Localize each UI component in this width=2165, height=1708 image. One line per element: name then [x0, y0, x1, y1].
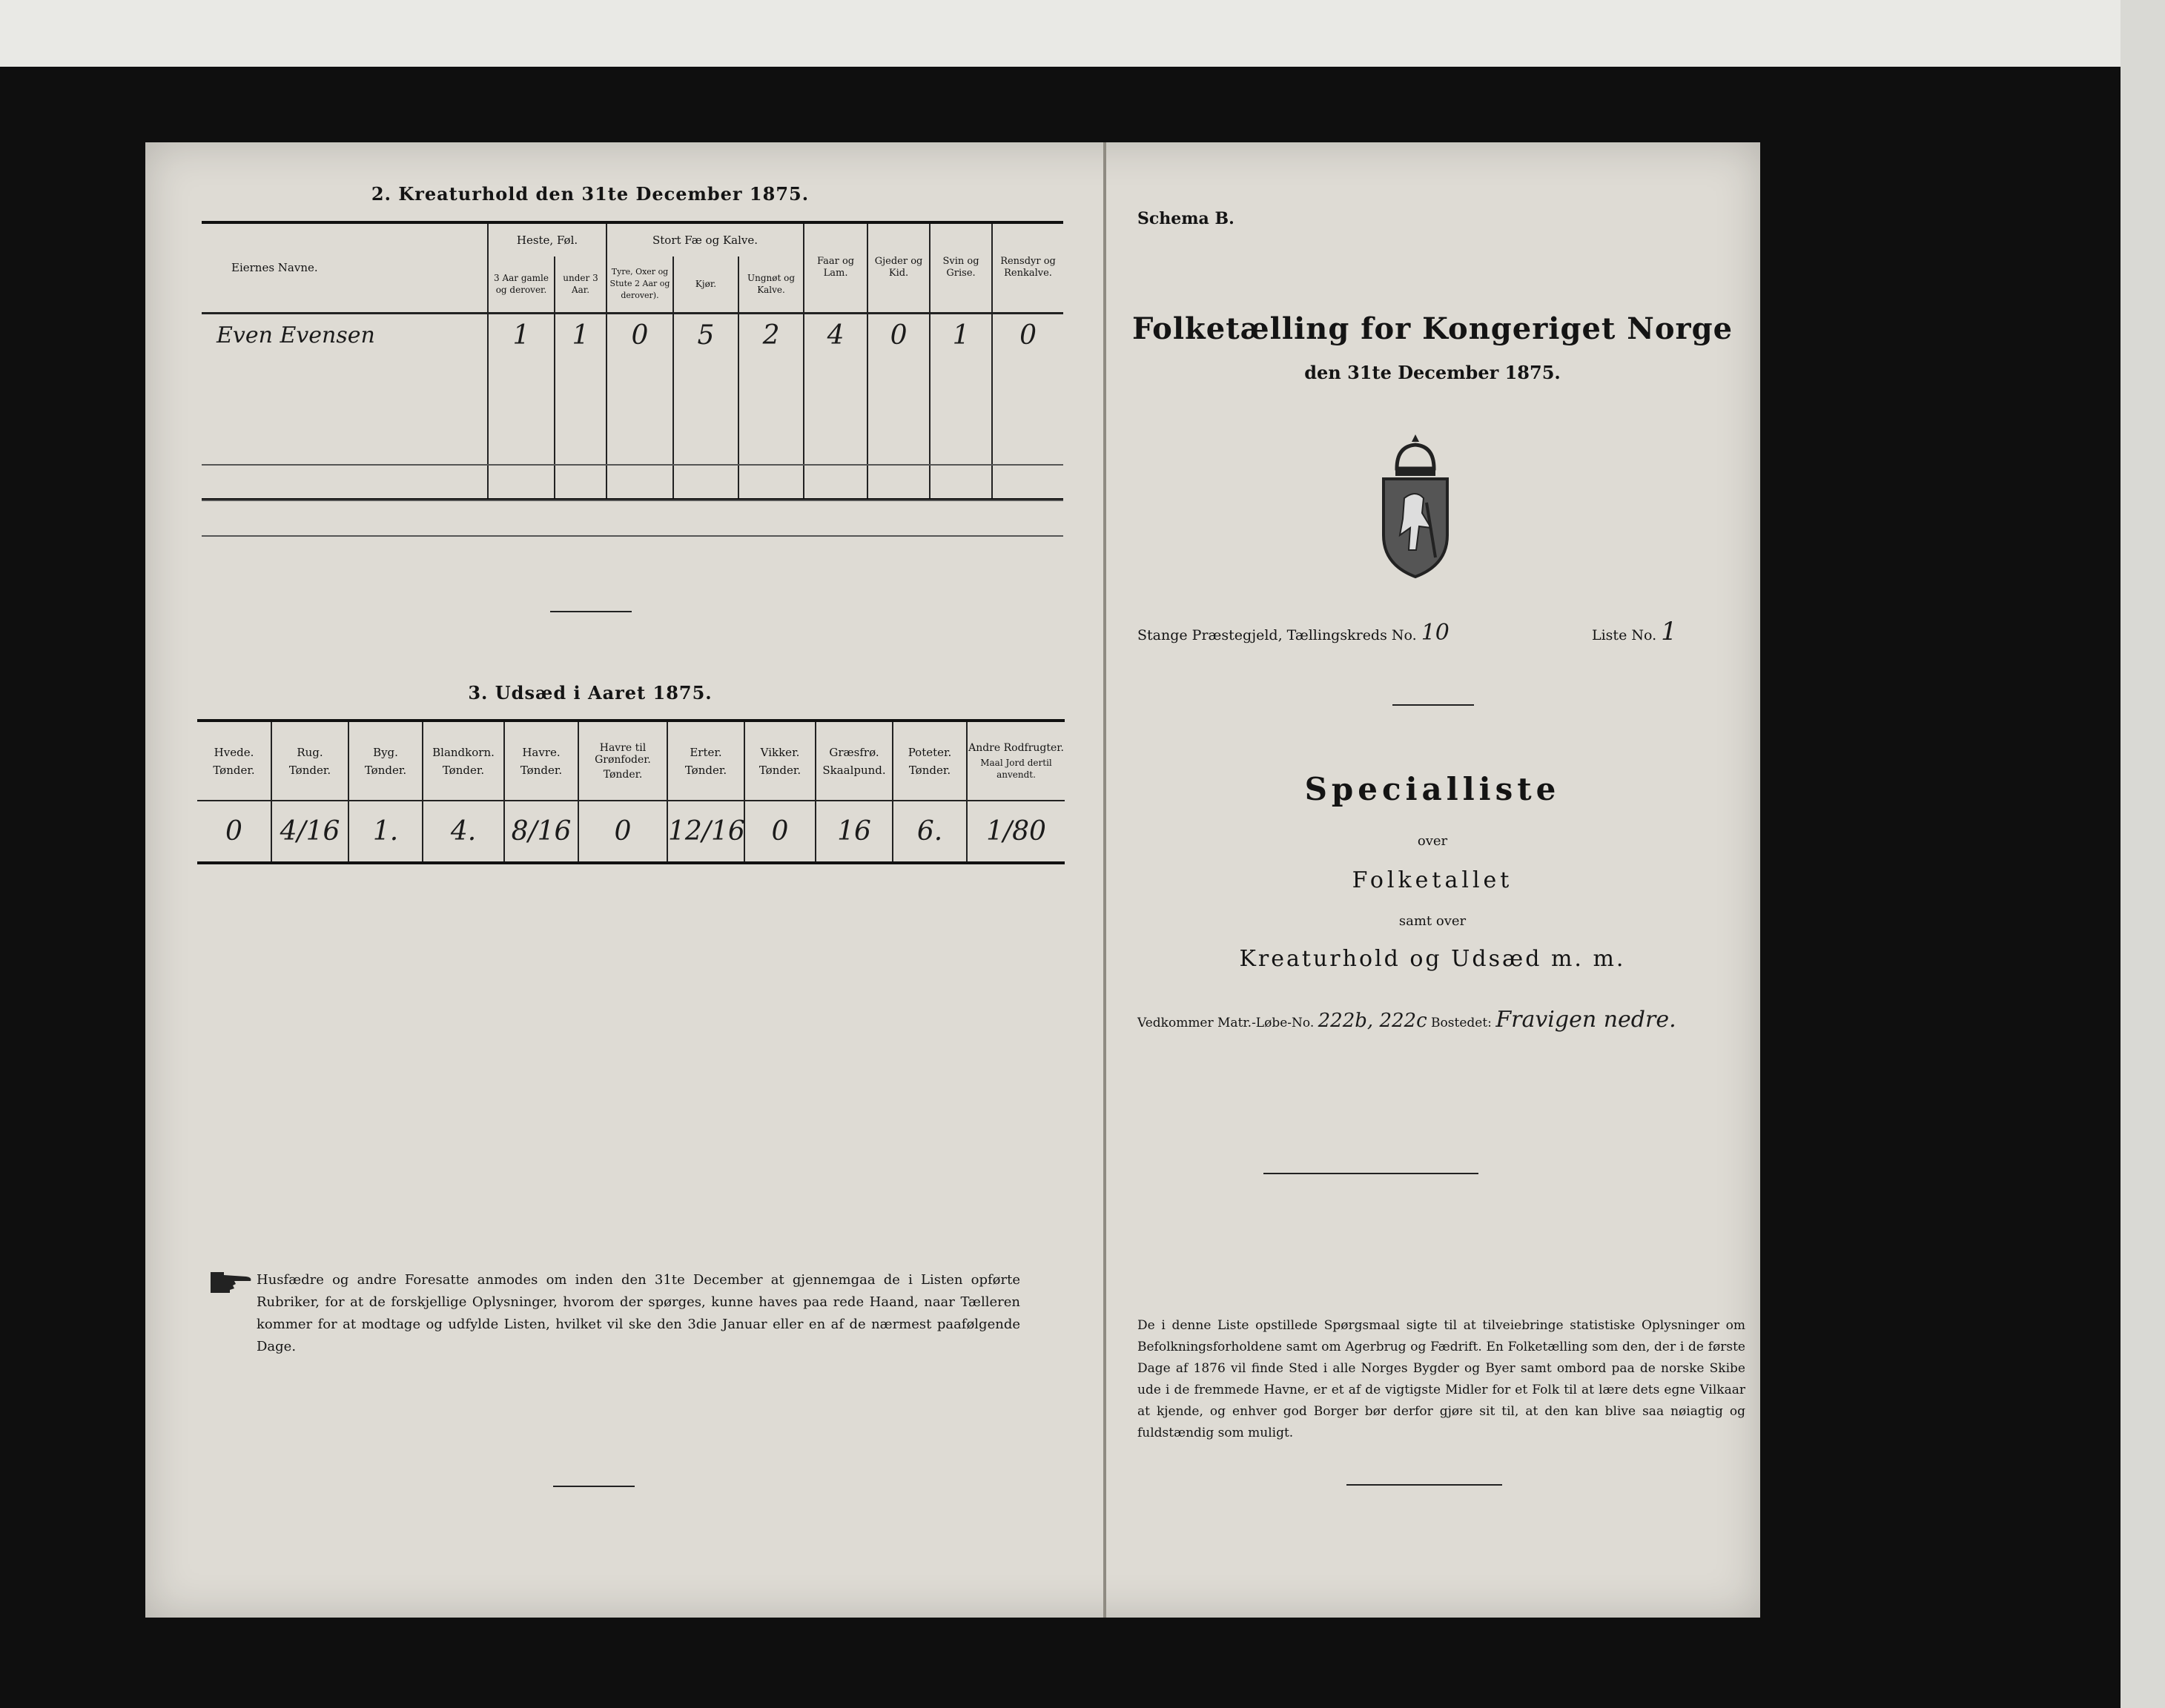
seed-header-rodfrugter: Andre Rodfrugter. Maal Jord dertil anvendt. — [967, 721, 1065, 801]
divider — [1392, 704, 1474, 706]
notice-text: Husfædre og andre Foresatte anmodes om inden den 31te December at gjennemgaa de i Listen opførte Rubriker, for at de forskjellige Oplysninger, hvorom der spørges, kunne haves paa rede Haand, naar Tælleren kommer for at modtage og udfylde Listen, hvilket vil ske den 3die Januar eller en af de nærmest paafølgende Dage. — [257, 1272, 1020, 1354]
stort-header: Stort Fæ og Kalve. — [606, 222, 804, 256]
matr-line — [1137, 1007, 1745, 1033]
seed-header-vikker: Vikker. Tønder. — [744, 721, 816, 801]
heste-young-header: under 3 Aar. — [555, 256, 606, 313]
kreaturhold-text: Kreaturhold og Udsæd m. m. — [1239, 946, 1626, 972]
gjeder-header: Gjeder og Kid. — [867, 222, 930, 313]
owner-header: Eiernes Navne. — [202, 222, 488, 313]
prestegjeld: Stange — [1137, 627, 1188, 643]
row-line — [202, 535, 1063, 537]
owner-name: Even Evensen — [202, 313, 488, 357]
tyre-header: Tyre, Oxer og Stute 2 Aar og derover). — [606, 256, 673, 313]
row-line — [202, 500, 1063, 501]
seed-value: 12/16 — [667, 801, 744, 863]
heste-old-header: 3 Aar gamle og derover. — [488, 256, 555, 313]
ungnot-header: Ungnøt og Kalve. — [738, 256, 804, 313]
livestock-value: 0 — [992, 313, 1063, 357]
seed-header-rug: Rug. Tønder. — [271, 721, 348, 801]
seed-value: 8/16 — [504, 801, 578, 863]
kreds-label: Tællingskreds No. — [1286, 627, 1417, 643]
specialliste-title: Specialliste — [1304, 771, 1561, 807]
seed-value: 6. — [893, 801, 967, 863]
seed-header-poteter: Poteter. Tønder. — [893, 721, 967, 801]
matr-value: 222b, 222c — [1318, 1010, 1427, 1032]
livestock-value: 0 — [867, 313, 930, 357]
divider — [1263, 1173, 1478, 1174]
seed-value: 4/16 — [271, 801, 348, 863]
prestegjeld-label: Præstegjeld, — [1191, 627, 1283, 643]
section-3-title: 3. Udsæd i Aaret 1875. — [468, 682, 713, 704]
seed-value: 4. — [423, 801, 504, 863]
seed-value: 0 — [744, 801, 816, 863]
rensdyr-header: Rensdyr og Renkalve. — [992, 222, 1063, 313]
livestock-value: 2 — [738, 313, 804, 357]
seed-table — [197, 719, 1065, 864]
over-text: over — [1417, 833, 1448, 849]
scan-border-top — [0, 0, 2165, 67]
faar-header: Faar og Lam. — [804, 222, 867, 313]
livestock-table — [202, 221, 1063, 501]
livestock-value: 1 — [930, 313, 992, 357]
pointing-hand-icon — [209, 1268, 254, 1297]
right-page — [1105, 142, 1760, 1618]
seed-value: 0 — [578, 801, 667, 863]
liste-label: Liste No. — [1591, 627, 1657, 643]
seed-header-blandkorn: Blandkorn. Tønder. — [423, 721, 504, 801]
seed-header-gronfoder: Havre til Grønfoder. Tønder. — [578, 721, 667, 801]
kreds-number: 10 — [1421, 620, 1450, 646]
seed-header-erter: Erter. Tønder. — [667, 721, 744, 801]
schema-label: Schema B. — [1137, 209, 1234, 228]
svin-header: Svin og Grise. — [930, 222, 992, 313]
divider — [1346, 1484, 1502, 1486]
main-date: den 31te December 1875. — [1304, 362, 1561, 383]
scan-border-right — [2121, 0, 2165, 1708]
seed-header-byg: Byg. Tønder. — [348, 721, 423, 801]
heste-header: Heste, Føl. — [488, 222, 606, 256]
samt-over-text: samt over — [1398, 913, 1467, 929]
seed-header-hvede: Hvede. Tønder. — [197, 721, 271, 801]
livestock-value: 1 — [555, 313, 606, 357]
bosted-label: Bostedet: — [1431, 1016, 1492, 1030]
matr-label: Vedkommer Matr.-Løbe-No. — [1137, 1016, 1315, 1030]
seed-header-havre: Havre. Tønder. — [504, 721, 578, 801]
livestock-value: 4 — [804, 313, 867, 357]
seed-value: 16 — [816, 801, 893, 863]
coat-of-arms-icon — [1375, 431, 1456, 580]
main-title: Folketælling for Kongeriget Norge — [1131, 311, 1733, 346]
liste-number: 1 — [1661, 617, 1677, 646]
location-line — [1137, 617, 1731, 646]
info-paragraph: De i denne Liste opstillede Spørgsmaal sigte til at tilveiebringe statistiske Oplysninger om Befolkningsforholdene samt om Agerbrug og Fædrift. En Folketælling som den, der i de første Dage af 1876 vil finde Sted i alle Norges Bygder og Byer samt ombord paa de norske Skibe ude i de fremmede Havne, er et af de vigtigste Midler for et Folk til at lære dets egne Vilkaar at kjende, og enhver god Borger bør derfor gjøre sit til, at den kan blive saa nøiagtig og fuldstændig som muligt. — [1137, 1318, 1745, 1440]
bosted-value: Fravigen nedre. — [1495, 1007, 1676, 1033]
divider — [553, 1486, 635, 1487]
folketallet-text: Folketallet — [1352, 867, 1513, 893]
row-line — [202, 464, 1063, 466]
seed-value: 1. — [348, 801, 423, 863]
livestock-value: 1 — [488, 313, 555, 357]
seed-value: 1/80 — [967, 801, 1065, 863]
divider — [550, 611, 632, 612]
census-document — [145, 142, 1760, 1618]
section-2-title: 2. Kreaturhold den 31te December 1875. — [371, 183, 810, 205]
kjor-header: Kjør. — [673, 256, 738, 313]
seed-value: 0 — [197, 801, 271, 863]
livestock-value: 0 — [606, 313, 673, 357]
seed-header-graesfro: Græsfrø. Skaalpund. — [816, 721, 893, 801]
livestock-value: 5 — [673, 313, 738, 357]
left-page — [145, 142, 1105, 1618]
